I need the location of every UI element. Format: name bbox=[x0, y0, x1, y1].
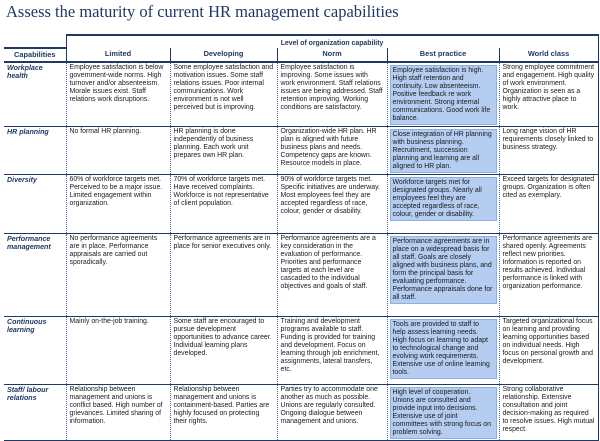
column-header-world-class: World class bbox=[499, 48, 598, 62]
column-header-best-practice: Best practice bbox=[387, 48, 499, 62]
highlighted-text: Tools are provided to staff to help assess learning needs. High focus on learning to adapt to technological change and evolving work requirements. Extensive use of online learning tools. bbox=[390, 319, 497, 379]
cell-best-practice bbox=[387, 62, 499, 127]
cell-developing: Some employee satisfaction and motivation issues. Some staff relations issues. Poor internal communications. Work environment is not well perceived but is improving. bbox=[170, 62, 277, 127]
capability-label: Diversity bbox=[7, 176, 37, 184]
table-row bbox=[4, 127, 598, 175]
cell-best-practice bbox=[387, 385, 499, 441]
page-title: Assess the maturity of current HR management capabilities bbox=[6, 2, 399, 21]
cell-world-class: Long range vision of HR requirements closely linked to business strategy. bbox=[499, 127, 598, 175]
cell-norm: 90% of workforce targets met. Specific initiatives are underway. Most employees feel they are accepted regardless of race, colour, gender or disability. bbox=[277, 175, 387, 234]
table-row bbox=[4, 175, 598, 234]
cell-developing: 70% of workforce targets met. Have received complaints. Workforce is not representative of client population. bbox=[170, 175, 277, 234]
cell-limited: Relationship between management and unions is conflict based. High number of grievances. Limited sharing of information. bbox=[66, 385, 170, 441]
cell-best-practice bbox=[387, 234, 499, 317]
cell-best-practice bbox=[387, 127, 499, 175]
highlighted-text: Performance agreements are in place on a widespread basis for all staff. Goals are closely aligned with business plans, and form the principal basis for evaluating performance. Performance appraisals done for all staff. bbox=[390, 236, 497, 304]
cell-best-practice bbox=[387, 317, 499, 385]
cell-limited: No formal HR planning. bbox=[66, 127, 170, 175]
table-row bbox=[4, 317, 598, 385]
highlighted-text: Workforce targets met for designated groups. Nearly all employees feel they are accepted regardless of race, colour, gender or disability. bbox=[390, 177, 497, 221]
cell-developing: Some staff are encouraged to pursue development opportunities to advance career. Individual learning plans developed. bbox=[170, 317, 277, 385]
highlighted-text: Close integration of HR planning with business planning. Recruitment, succession planning and learning are all aligned to HR plan. bbox=[390, 129, 497, 173]
column-header-row bbox=[4, 48, 598, 62]
cell-best-practice bbox=[387, 175, 499, 234]
column-header-norm: Norm bbox=[277, 48, 387, 62]
capability-label: Staff/ labour relations bbox=[7, 386, 49, 403]
level-header: Level of organization capability bbox=[66, 35, 598, 48]
capability-label: Performance management bbox=[7, 235, 51, 252]
level-header-row bbox=[4, 35, 598, 48]
capability-label: HR planning bbox=[7, 128, 49, 136]
column-header-limited: Limited bbox=[66, 48, 170, 62]
cell-limited: 60% of workforce targets met. Perceived to be a major issue. Limited engagement within organization. bbox=[66, 175, 170, 234]
column-header-developing: Developing bbox=[170, 48, 277, 62]
table-row bbox=[4, 62, 598, 127]
column-header-capabilities: Capabilities bbox=[4, 48, 66, 62]
capability-label: Continuous learning bbox=[7, 318, 47, 335]
cell-world-class: Exceed targets for designated groups. Organization is often cited as exemplary. bbox=[499, 175, 598, 234]
spacer bbox=[4, 35, 66, 48]
cell-world-class: Strong collaborative relationship. Extensive consultation and joint decision-making as required to resolve issues. High mutual respect. bbox=[499, 385, 598, 441]
cell-limited: Employee satisfaction is below government-wide norms. High turnover and/or absenteeism. Morale issues exist. Staff relations work disruptions. bbox=[66, 62, 170, 127]
cell-limited: No performance agreements are in place. Performance appraisals are carried out sporadically. bbox=[66, 234, 170, 317]
cell-developing: Relationship between management and unions is containment-based. Parties are highly focused on protecting their rights. bbox=[170, 385, 277, 441]
cell-norm: Employee satisfaction is improving. Some issues with work environment. Staff relations issues are being addressed. Staff retention improving. Working conditions are satisfactory. bbox=[277, 62, 387, 127]
cell-developing: Performance agreements are in place for senior executives only. bbox=[170, 234, 277, 317]
table-row bbox=[4, 385, 598, 441]
maturity-table bbox=[4, 34, 599, 441]
cell-norm: Organization-wide HR plan. HR plan is aligned with future business plans and needs. Competency gaps are known. Resource models in place. bbox=[277, 127, 387, 175]
cell-norm: Training and development programs available to staff. Funding is provided for training and development. Focus on learning through job enrichment, assignments, lateral transfers, etc. bbox=[277, 317, 387, 385]
cell-norm: Performance agreements are a key consideration in the evaluation of performance. Priorities and performance targets at each level are cascaded to the individual objectives and goals of staff. bbox=[277, 234, 387, 317]
cell-world-class: Strong employee commitment and engagement. High quality of work environment. Organization is seen as a highly attractive place to work. bbox=[499, 62, 598, 127]
highlighted-text: Employee satisfaction is high. High staff retention and continuity. Low absenteeism. Positive feedback re work environment. Strong internal communications. Good work life balance. bbox=[390, 65, 497, 125]
cell-world-class: Targeted organizational focus on learning and providing learning opportunities based on individual needs. High focus on personal growth and development. bbox=[499, 317, 598, 385]
capability-label: Workplace health bbox=[7, 64, 43, 81]
cell-world-class: Performance agreements are shared openly. Agreements reflect new priorities. Information is reported on results achieved. Individual performance is linked with organization performance. bbox=[499, 234, 598, 317]
highlighted-text: High level of cooperation. Unions are consulted and provide input into decisions. Extensive use of joint committees with strong focus on problem solving. bbox=[390, 387, 497, 439]
cell-norm: Parties try to accommodate one another as much as possible. Unions are regularly consulted. Ongoing dialogue between management and unions. bbox=[277, 385, 387, 441]
table-row bbox=[4, 234, 598, 317]
cell-limited: Mainly on-the-job training. bbox=[66, 317, 170, 385]
cell-developing: HR planning is done independently of business planning. Each work unit prepares own HR plan. bbox=[170, 127, 277, 175]
